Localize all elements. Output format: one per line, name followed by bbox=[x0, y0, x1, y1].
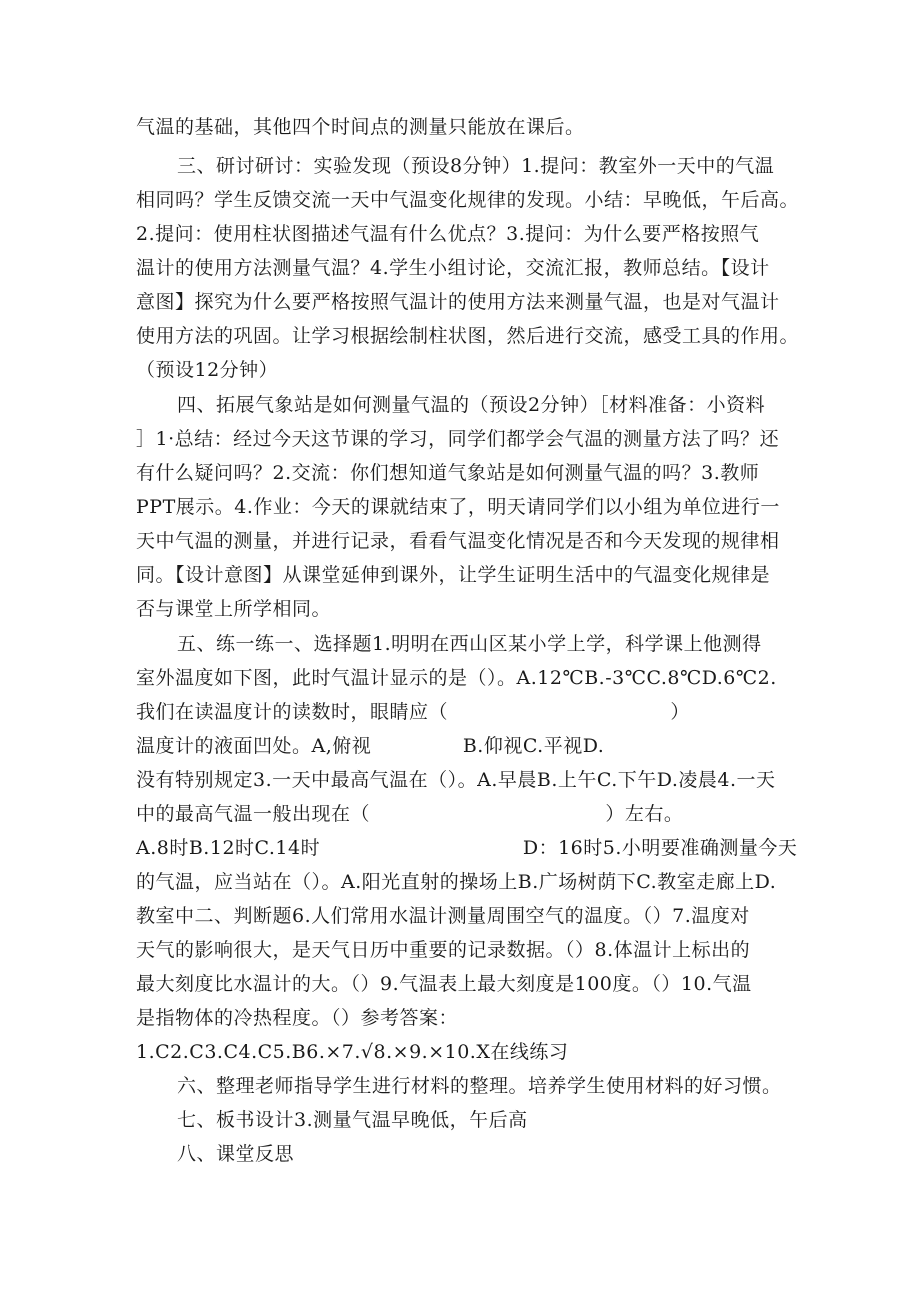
text-line: 没有特别规定3.一天中最高气温在（）。A.早晨B.上午C.下午D.凌晨4.一天 bbox=[136, 769, 776, 791]
text-line: 温计的使用方法测量气温？4.学生小组讨论，交流汇报，教师总结。【设计 bbox=[136, 257, 770, 279]
text-line: 中的最高气温一般出现在（ ）左右。 bbox=[136, 803, 684, 825]
text-line: 相同吗？学生反馈交流一天中气温变化规律的发现。小结：早晚低，午后高。 bbox=[136, 189, 800, 211]
text-line: 使用方法的巩固。让学习根据绘制柱状图，然后进行交流，感受工具的作用。 bbox=[136, 325, 800, 347]
text-line: 我们在读温度计的读数时，眼睛应（ ） bbox=[136, 701, 690, 723]
section-eight-line: 八、课堂反思 bbox=[177, 1143, 295, 1165]
section-four-heading-line: 四、拓展气象站是如何测量气温的（预设2分钟）［材料准备：小资料 bbox=[177, 394, 766, 416]
text-line: 的气温，应当站在（）。A.阳光直射的操场上B.广场树荫下C.教室走廊上D. bbox=[136, 871, 777, 893]
text-line: 否与课堂上所学相同。 bbox=[136, 598, 332, 620]
section-seven-line: 七、板书设计3.测量气温早晚低，午后高 bbox=[177, 1109, 528, 1131]
text-line: A.8时B.12时C.14时 D：16时5.小明要准确测量今天 bbox=[136, 837, 798, 859]
section-six-line: 六、整理老师指导学生进行材料的整理。培养学生使用材料的好习惯。 bbox=[177, 1075, 782, 1097]
text-line: 最大刻度比水温计的大。（）9.气温表上最大刻度是100度。（）10.气温 bbox=[136, 973, 752, 995]
text-line: （预设12分钟） bbox=[136, 359, 279, 381]
text-line: ］1·总结：经过今天这节课的学习，同学们都学会气温的测量方法了吗？还 bbox=[136, 428, 780, 450]
text-line: 室外温度如下图，此时气温计显示的是（）。A.12℃B.-3℃C.8℃D.6℃2. bbox=[136, 667, 777, 689]
text-line: 天气的影响很大，是天气日历中重要的记录数据。（）8.体温计上标出的 bbox=[136, 939, 751, 961]
section-five-heading-line: 五、练一练一、选择题1.明明在西山区某小学上学，科学课上他测得 bbox=[177, 633, 762, 655]
section-three-heading-line: 三、研讨研讨：实验发现（预设8分钟）1.提问：教室外一天中的气温 bbox=[177, 155, 775, 177]
text-line: 2.提问：使用柱状图描述气温有什么优点？3.提问：为什么要严格按照气 bbox=[136, 223, 760, 245]
text-line: 教室中二、判断题6.人们常用水温计测量周围空气的温度。（）7.温度对 bbox=[136, 905, 750, 927]
text-line: 天中气温的测量，并进行记录，看看气温变化情况是否和今天发现的规律相 bbox=[136, 530, 780, 552]
text-line: 同。【设计意图】从课堂延伸到课外，让学生证明生活中的气温变化规律是 bbox=[136, 564, 771, 586]
text-line: 是指物体的冷热程度。（）参考答案： bbox=[136, 1007, 459, 1029]
answer-key-line: 1.C2.C3.C4.C5.B6.×7.√8.×9.×10.X在线练习 bbox=[136, 1041, 569, 1063]
text-line: 有什么疑问吗？2.交流：你们想知道气象站是如何测量气温的吗？3.教师 bbox=[136, 462, 760, 484]
text-line: 温度计的液面凹处。A,俯视 B.仰视C.平视D. bbox=[136, 735, 605, 757]
text-line: 意图】探究为什么要严格按照气温计的使用方法来测量气温，也是对气温计 bbox=[136, 291, 780, 313]
text-line: PPT展示。4.作业：今天的课就结束了，明天请同学们以小组为单位进行一 bbox=[136, 496, 780, 518]
text-line: 气温的基础，其他四个时间点的测量只能放在课后。 bbox=[136, 116, 585, 138]
